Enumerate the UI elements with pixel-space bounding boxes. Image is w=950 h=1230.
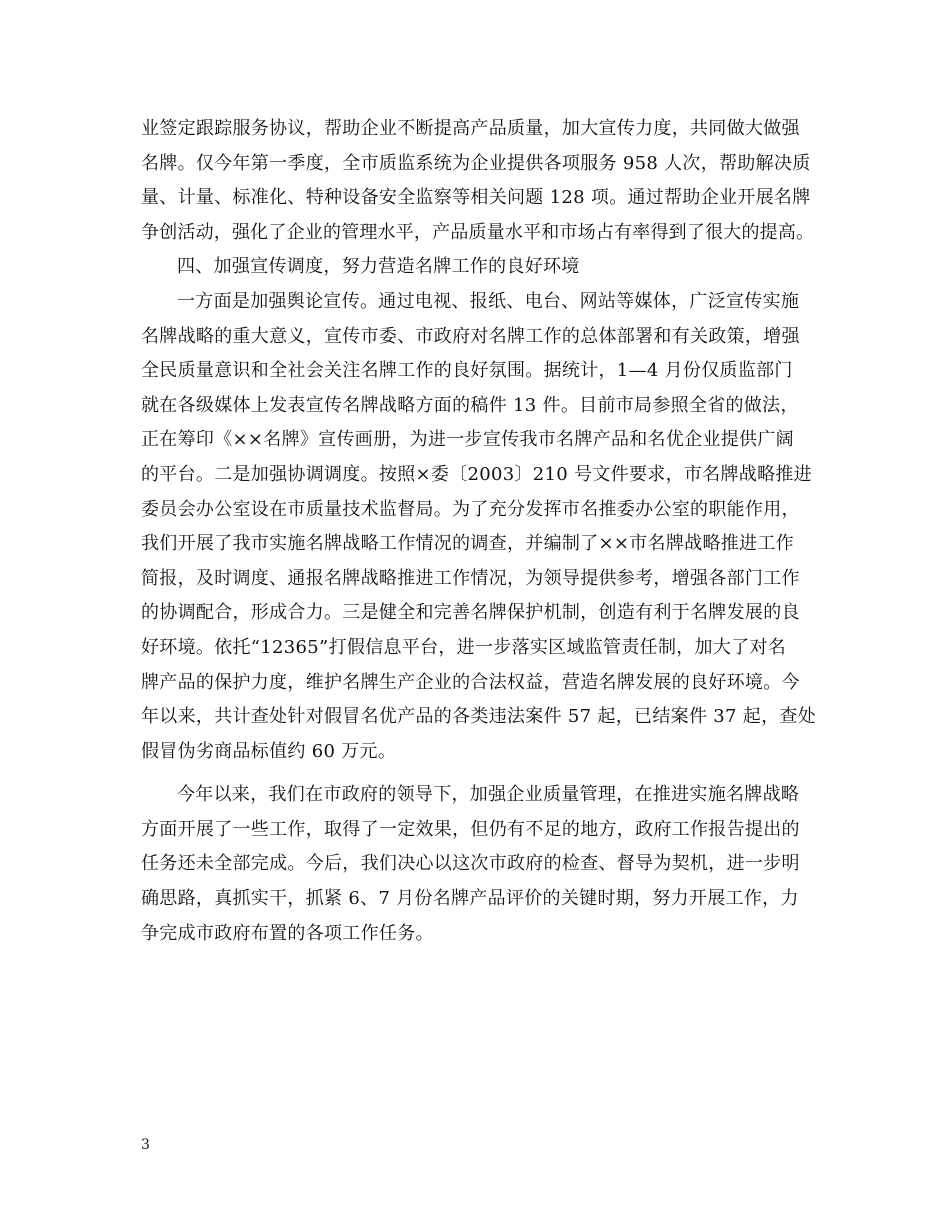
text-line: 争创活动，强化了企业的管理水平，产品质量水平和市场占有率得到了很大的提高。 [141,221,815,243]
text-line: 就在各级媒体上发表宣传名牌战略方面的稿件 13 件。目前市局参照全省的做法， [141,394,799,416]
text-line: 方面开展了一些工作，取得了一定效果，但仍有不足的地方，政府工作报告提出的 [141,818,800,840]
paragraph [141,250,816,285]
text-line: 确思路，真抓实干，抓紧 6、7 月份名牌产品评价的关键时期，努力开展工作，力 [141,888,799,910]
text-line: 争完成市政府布置的各项工作任务。 [141,922,434,944]
paragraph [141,112,816,250]
text-line: 简报，及时调度、通报名牌战略推进工作情况，为领导提供参考，增强各部门工作 [141,567,800,589]
text-line: 任务还未全部完成。今后，我们决心以这次市政府的检查、督导为契机，进一步明 [141,853,800,875]
paragraph [141,778,816,951]
text-line: 的平台。二是加强协调调度。按照×委〔2003〕210 号文件要求，市名牌战略推进 [141,463,812,485]
text-line: 年以来，共计查处针对假冒名优产品的各类违法案件 57 起，已结案件 37 起，查处 [141,706,816,728]
text-line: 的协调配合，形成合力。三是健全和完善名牌保护机制，创造有利于名牌发展的良 [141,602,800,624]
text-line: 正在筹印《××名牌》宣传画册，为进一步宣传我市名牌产品和名优企业提供广阔 [141,429,794,451]
text-line: 名牌战略的重大意义，宣传市委、市政府对名牌工作的总体部署和有关政策，增强 [141,325,800,347]
document-body [141,112,816,951]
text-line: 今年以来，我们在市政府的领导下，加强企业质量管理，在推进实施名牌战略 [177,784,800,806]
text-line: 四、加强宣传调度，努力营造名牌工作的良好环境 [177,256,580,278]
page-number: 3 [141,1137,150,1153]
text-line: 我们开展了我市实施名牌战略工作情况的调查，并编制了××市名牌战略推进工作 [141,533,794,555]
text-line: 名牌。仅今年第一季度，全市质监系统为企业提供各项服务 958 人次，帮助解决质 [141,152,811,174]
text-line: 好环境。依托“12365”打假信息平台，进一步落实区域监管责任制，加大了对名 [141,636,787,658]
text-line: 量、计量、标准化、特种设备安全监察等相关问题 128 项。通过帮助企业开展名牌 [141,187,811,209]
paragraph [141,285,816,769]
text-line: 委员会办公室设在市质量技术监督局。为了充分发挥市名推委办公室的职能作用， [141,498,800,520]
text-line: 全民质量意识和全社会关注名牌工作的良好氛围。据统计，1—4 月份仅质监部门 [141,360,793,382]
text-line: 业签定跟踪服务协议，帮助企业不断提高产品质量，加大宣传力度，共同做大做强 [141,118,800,139]
text-line: 一方面是加强舆论宣传。通过电视、报纸、电台、网站等媒体，广泛宣传实施 [177,290,800,312]
text-line: 牌产品的保护力度，维护名牌生产企业的合法权益，营造名牌发展的良好环境。今 [141,671,800,693]
text-line: 假冒伪劣商品标值约 60 万元。 [141,740,397,762]
